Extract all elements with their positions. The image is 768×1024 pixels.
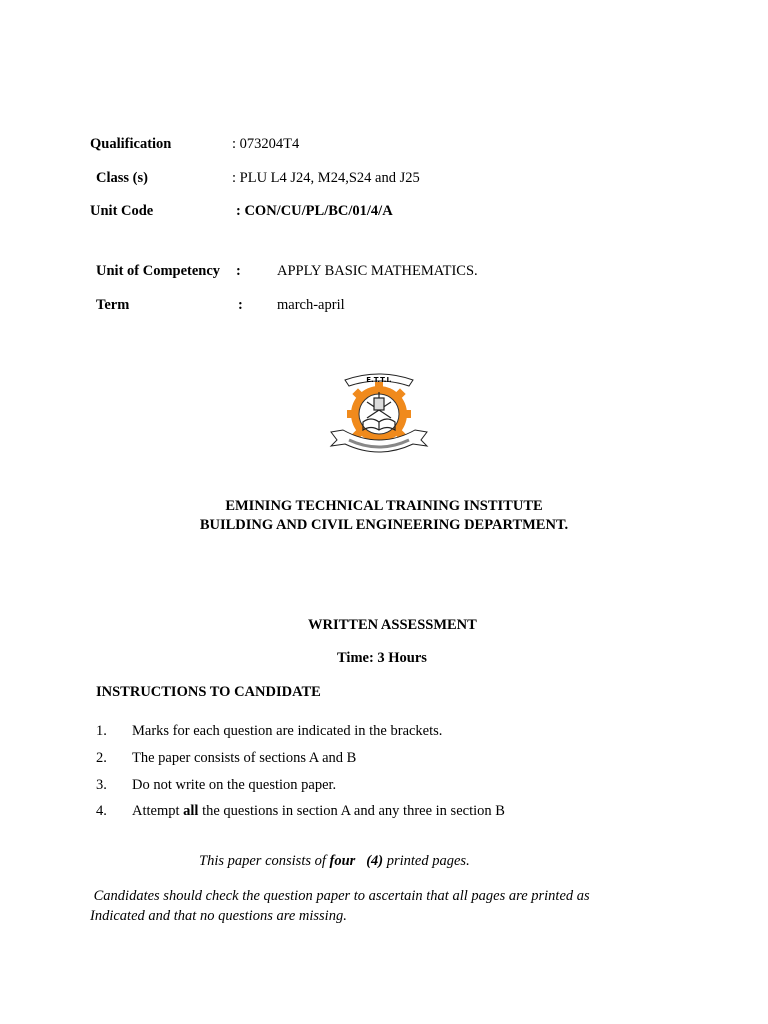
logo-text: E.T.T.I. bbox=[366, 376, 392, 384]
department-name: BUILDING AND CIVIL ENGINEERING DEPARTMENT. bbox=[199, 517, 569, 533]
unit-of-competency-label: Unit of Competency bbox=[96, 263, 221, 279]
assessment-time: Time: 3 Hours bbox=[337, 650, 427, 666]
qualification-value: : 073204T4 bbox=[232, 136, 300, 152]
class-value: : PLU L4 J24, M24,S24 and J25 bbox=[232, 170, 420, 186]
instruction-text-pre: Attempt bbox=[132, 803, 184, 819]
assessment-title: WRITTEN ASSESSMENT bbox=[308, 617, 477, 633]
instruction-text-bold: all bbox=[183, 803, 199, 819]
instruction-number: 2. bbox=[96, 750, 107, 766]
check-note-line-2: Indicated and that no questions are missing. bbox=[90, 908, 347, 924]
pages-note-count-number: (4) bbox=[366, 853, 384, 869]
instruction-text: Marks for each question are indicated in the brackets. bbox=[132, 723, 443, 739]
instruction-text-post: the questions in section A and any three in section B bbox=[198, 803, 505, 819]
unit-of-competency-value: APPLY BASIC MATHEMATICS. bbox=[277, 263, 478, 279]
term-colon: : bbox=[238, 297, 243, 313]
pages-note bbox=[199, 852, 470, 870]
institute-logo bbox=[327, 370, 432, 454]
unit-of-competency-colon: : bbox=[236, 263, 241, 279]
pages-note-post: printed pages. bbox=[383, 853, 470, 869]
instruction-number: 3. bbox=[96, 777, 107, 793]
class-label: Class (s) bbox=[96, 170, 148, 186]
pages-note-pre: This paper consists of bbox=[199, 853, 330, 869]
instruction-number: 1. bbox=[96, 723, 107, 739]
term-value: march-april bbox=[277, 297, 345, 313]
instruction-text bbox=[132, 802, 505, 820]
institution-name: EMINING TECHNICAL TRAINING INSTITUTE bbox=[225, 498, 543, 514]
instruction-number: 4. bbox=[96, 803, 107, 819]
term-label: Term bbox=[96, 297, 130, 313]
check-note-line-1: Candidates should check the question paper to ascertain that all pages are printed as bbox=[90, 888, 590, 904]
unit-code-label: Unit Code bbox=[90, 203, 154, 219]
instruction-text: The paper consists of sections A and B bbox=[132, 750, 357, 766]
unit-code-value: : CON/CU/PL/BC/01/4/A bbox=[236, 203, 393, 219]
instruction-text: Do not write on the question paper. bbox=[132, 777, 337, 793]
pages-note-count-word: four bbox=[329, 853, 356, 869]
instructions-heading: INSTRUCTIONS TO CANDIDATE bbox=[96, 684, 321, 700]
qualification-label: Qualification bbox=[90, 136, 172, 152]
institute-logo-emblem-icon bbox=[327, 370, 432, 454]
